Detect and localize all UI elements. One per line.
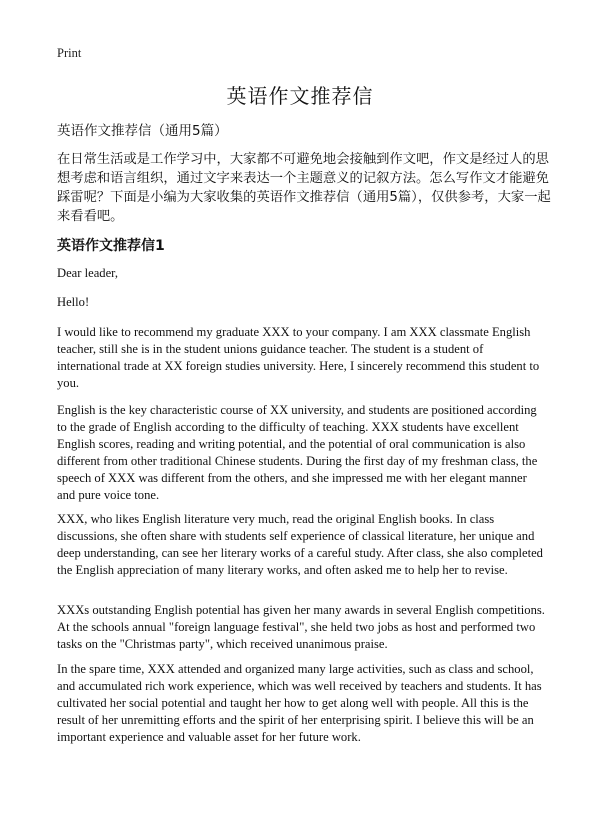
- print-link[interactable]: Print: [57, 46, 82, 60]
- section-heading: 英语作文推荐信1: [57, 238, 165, 254]
- body-paragraph-4: XXXs outstanding English potential has given her many awards in several English competitions. At the schools annual "foreign language festival", she held two jobs as host and performed two tasks on the "Christmas party", which received unanimous praise.: [57, 603, 545, 652]
- document-subtitle: 英语作文推荐信（通用5篇）: [57, 123, 228, 139]
- salutation: Dear leader,: [57, 266, 119, 280]
- body-paragraph-5: In the spare time, XXX attended and organized many large activities, such as class and school, and accumulated rich work experience, which was well received by teachers and students. It has cultivated her social potential and taught her how to get along well with people. All this is the result of her unremitting efforts and the spirit of her enterprising spirit. I believe this will be an important experience and valuable asset for her future work.: [57, 662, 542, 745]
- body-paragraph-2: English is the key characteristic course of XX university, and students are positioned according to the grade of English according to the difficulty of teaching. XXX students have excellent English scores, reading and writing potential, and the potential of oral communication is also different from other traditional Chinese students. During the first day of my freshman class, the speech of XXX was different from the others, and she impressed me with her elegant manner and pure voice tone.: [57, 403, 538, 503]
- intro-paragraph: 在日常生活或是工作学习中，大家都不可避免地会接触到作文吧，作文是经过人的思想考虑和语言组织，通过文字来表达一个主题意义的记叙方法。怎么写作文才能避免踩雷呢？下面是小编为大家收集的英语作文推荐信（通用5篇），仅供参考，大家一起来看看吧。: [57, 152, 551, 224]
- greeting: Hello!: [57, 295, 90, 309]
- page-title: 英语作文推荐信: [226, 84, 374, 108]
- body-paragraph-1: I would like to recommend my graduate XXX to your company. I am XXX classmate English teacher, still she is in the student unions guidance teacher. The student is a student of international trade at XX foreign studies university. Here, I sincerely recommend this student to you.: [57, 325, 540, 391]
- body-paragraph-3: XXX, who likes English literature very much, read the original English books. In class discussions, she often share with students self experience of classical literature, her unique and deep understanding, can see her literary works of a careful study. After class, she also completed the English appreciation of many literary works, and often asked me to help her to revise.: [57, 512, 543, 578]
